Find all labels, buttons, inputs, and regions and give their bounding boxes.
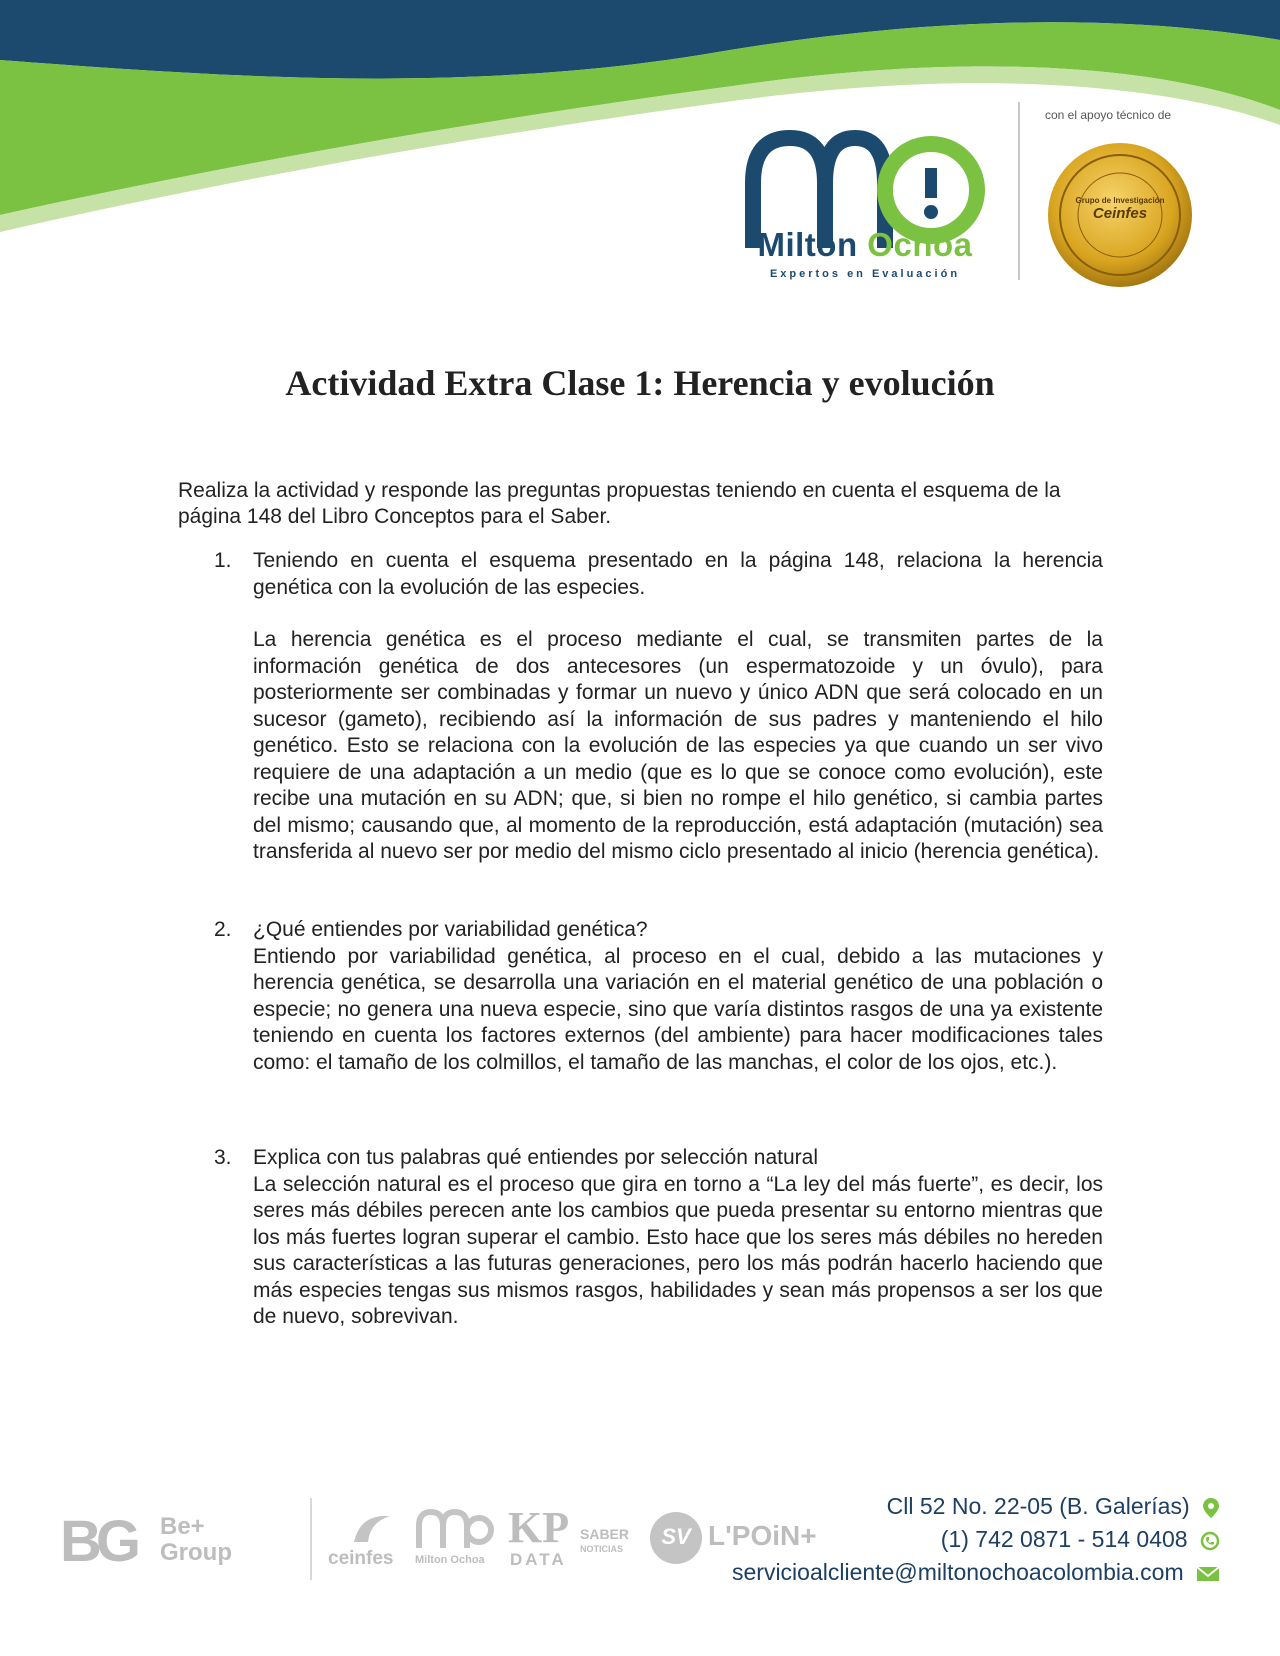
question-number: 3.	[214, 1146, 232, 1169]
question-text: Explica con tus palabras qué entiendes por selección natural	[253, 1146, 819, 1169]
question-number: 2.	[214, 918, 232, 941]
milton-ochoa-small-logo-text: Milton Ochoa	[415, 1554, 485, 1566]
ceinfes-logo: ceinfes	[328, 1548, 394, 1569]
phone-row	[732, 1523, 1220, 1556]
lpoint-logo: L'POiN+	[708, 1520, 817, 1551]
phone-icon	[1200, 1531, 1220, 1551]
support-label: con el apoyo técnico de	[1045, 108, 1172, 122]
saber-logo: SABER	[580, 1526, 630, 1542]
footer-divider	[310, 1498, 312, 1580]
kp-data-logo: DATA	[510, 1550, 567, 1569]
begroup-logo-text: Be+ Group	[160, 1513, 232, 1566]
intro-paragraph: Realiza la actividad y responde las preguntas propuestas teniendo en cuenta el esquema de la página 148 del Libro Conceptos para el Saber.	[178, 479, 1061, 528]
location-pin-icon	[1202, 1497, 1220, 1519]
seal-text: Grupo de Investigación Ceinfes	[1075, 196, 1165, 222]
question-2	[178, 917, 1103, 1076]
answer-text: La selección natural es el proceso que gira en torno a “La ley del más fuerte”, es decir, los seres más débiles perecen ante los cambios que pueda presentar su entorno mientras que los más fuertes logran superar el cambio. Esto hace que los seres más débiles no hereden sus características a las futuras generaciones, pero los más podrán hacerlo haciendo que más especies tengas sus mismos rasgos, habilidades y sean más propensos a ser los que de nuevo, sobrevivan.	[253, 1172, 1103, 1328]
milton-ochoa-small-logo-icon	[415, 1508, 495, 1550]
saber-logo-sub: NOTICIAS	[580, 1544, 624, 1554]
kp-logo: KP	[508, 1503, 570, 1552]
answer-text: La herencia genética es el proceso mediante el cual, se transmiten partes de la información genética de dos antecesores (un espermatozoide y un óvulo), para posteriormente ser combinadas y formar un nuevo y único ADN que será colocado en un sucesor (gameto), recibiendo así la información de sus padres y manteniendo el hilo genético. Esto se relaciona con la evolución de las especies ya que cuando un ser vivo requiere de una adaptación a un medio (que es lo que se conoce como evolución), este recibe una mutación en su ADN; que, si bien no rompe el hilo genético, si cambia partes del mismo; causando que, al momento de la reproducción, está adaptación (mutación) sea transferida al nuevo ser por medio del mismo ciclo presentado al inicio (herencia genética).	[253, 628, 1103, 863]
address-row	[732, 1490, 1220, 1523]
question-text: ¿Qué entiendes por variabilidad genética?	[253, 918, 648, 941]
email-text[interactable]: servicioalcliente@miltonochoacolombia.com	[732, 1559, 1184, 1585]
question-text: Teniendo en cuenta el esquema presentado en la página 148, relaciona la herencia genética con la evolución de las especies.	[253, 549, 1103, 599]
address-text: Cll 52 No. 22-05 (B. Galerías)	[886, 1493, 1190, 1519]
envelope-icon	[1196, 1565, 1220, 1583]
email-row	[732, 1556, 1220, 1589]
footer-partner-logos	[60, 1498, 817, 1588]
brand-tagline: Expertos en Evaluación	[769, 268, 961, 280]
contact-block	[732, 1490, 1220, 1589]
page-title: Actividad Extra Clase 1: Herencia y evolución	[285, 363, 995, 403]
question-number: 1.	[214, 549, 232, 572]
brand-name: Milton Ochoa	[757, 226, 973, 263]
question-1	[178, 548, 1103, 866]
question-3	[178, 1145, 1103, 1331]
ceinfes-swirl-icon	[350, 1510, 394, 1546]
phone-text: (1) 742 0871 - 514 0408	[940, 1526, 1188, 1552]
header-divider	[1018, 102, 1020, 280]
sv-logo-text: SV	[661, 1524, 691, 1549]
begroup-logo: BG	[60, 1509, 135, 1574]
answer-text: Entiendo por variabilidad genética, al proceso en el cual, debido a las mutaciones y herencia genética, se desarrolla una variación en el material genético de una población o especie; no genera una nueva especie, sino que varía distintos rasgos de una ya existente teniendo en cuenta los factores externos (del ambiente) para hacer modificaciones tales como: el tamaño de los colmillos, el tamaño de las manchas, el color de los ojos, etc.).	[253, 944, 1103, 1074]
